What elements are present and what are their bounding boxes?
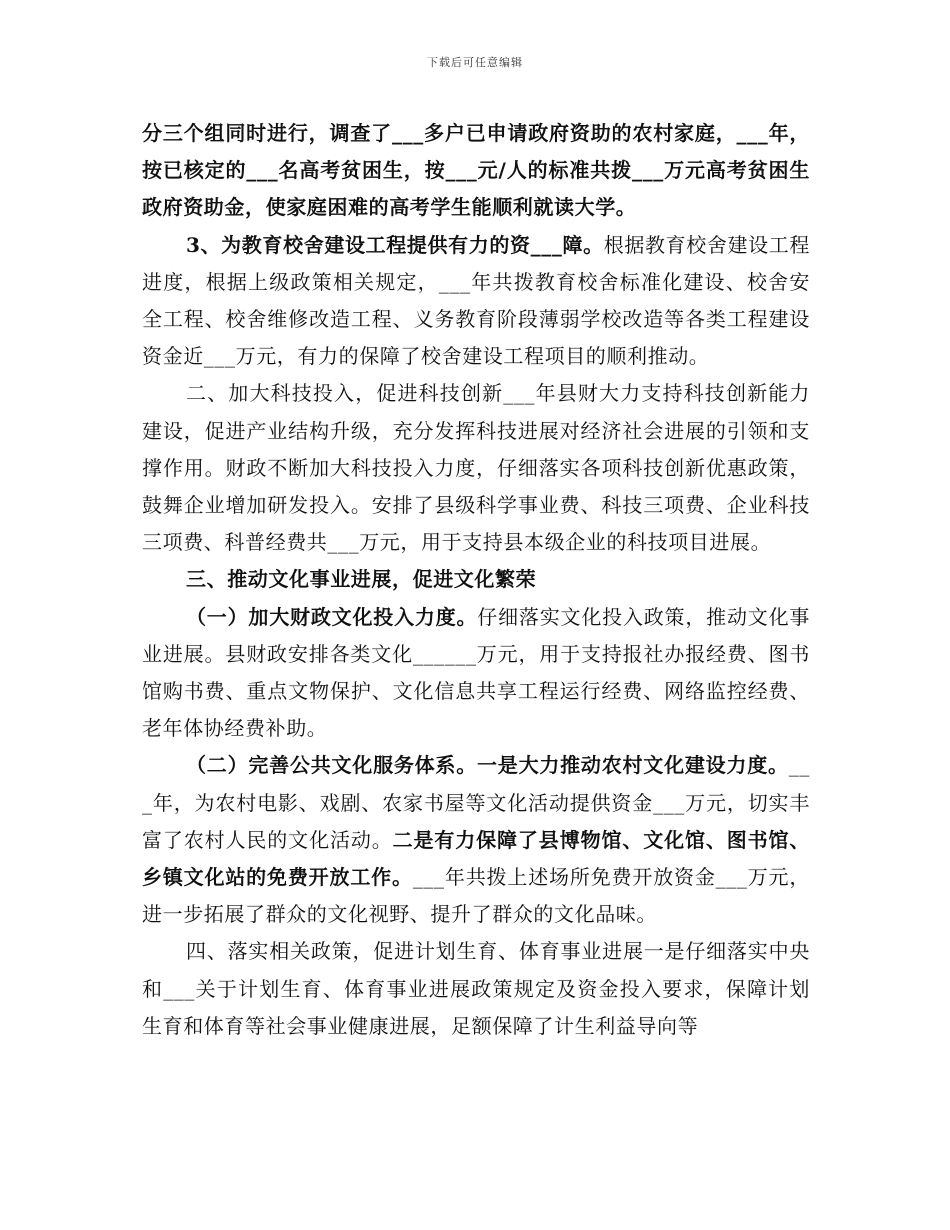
text-run-heading: 二是有力保障了县博物馆、文化馆、图书馆、乡镇文化站的免费开放工作。 [142, 827, 811, 890]
text-run-heading: （二）完善公共文化服务体系。一是大力推动农村文化建设力度。 [186, 753, 789, 778]
text-run: 根据教育校舍建设工程进度，根据上级政策相关规定，___年共拨教育校舍标准化建设、校舍安全工程、校舍维修改造工程、义务教育阶段薄弱学校改造等各类工程建设资金近___万元，有力的保障了校舍建设工程项目的顺利推动。 [142, 232, 811, 369]
paragraph-technology-investment [142, 375, 810, 561]
text-run: 仔细落实文化投入政策，推动文化事业进展。县财政安排各类文化______万元，用于支持报社办报经费、图书馆购书费、重点文物保护、文化信息共享工程运行经费、网络监控经费、老年体协经费补助。 [142, 604, 810, 741]
paragraph-funding-poor-students [142, 115, 810, 227]
document-body [142, 115, 810, 1045]
text-run-heading: 3、为教育校舍建设工程提供有力的资___障。 [186, 232, 604, 257]
text-run-heading: （一）加大财政文化投入力度。 [186, 604, 478, 629]
text-run: ___年，为农村电影、戏剧、农家书屋等文化活动提供资金___万元，切实丰富了农村人民的文化活动。 [142, 753, 810, 852]
page-header: 下载后可任意编辑 [427, 56, 523, 69]
paragraph-school-construction [142, 227, 810, 376]
section-heading-culture [142, 561, 810, 598]
paragraph-public-culture-service [142, 747, 810, 933]
paragraph-culture-investment [142, 599, 810, 748]
text-run: 二、加大科技投入，促进科技创新___年县财大力支持科技创新能力建设，促进产业结构升级，充分发挥科技进展对经济社会进展的引领和支撑作用。财政不断加大科技投入力度，仔细落实各项科技创新优惠政策，鼓舞企业增加研发投入。安排了县级科学事业费、科技三项费、企业科技三项费、科普经费共___万元，用于支持县本级企业的科技项目进展。 [142, 381, 810, 555]
text-run: 分三个组同时进行，调查了___多户已申请政府资助的农村家庭，___年，按已核定的___名高考贫困生，按___元/人的标准共拨___万元高考贫困生政府资助金，使家庭困难的高考学生能顺利就读大学。 [142, 121, 810, 220]
text-run-heading: 三、推动文化事业进展，促进文化繁荣 [186, 567, 537, 592]
paragraph-family-planning-sports [142, 933, 810, 1045]
text-run: 四、落实相关政策，促进计划生育、体育事业进展一是仔细落实中央和___关于计划生育、体育事业进展政策规定及资金投入要求，保障计划生育和体育等社会事业健康进展，足额保障了计生利益导向等 [142, 939, 810, 1038]
text-run: ___年共拨上述场所免费开放资金___万元，进一步拓展了群众的文化视野、提升了群众的文化品味。 [142, 865, 810, 927]
